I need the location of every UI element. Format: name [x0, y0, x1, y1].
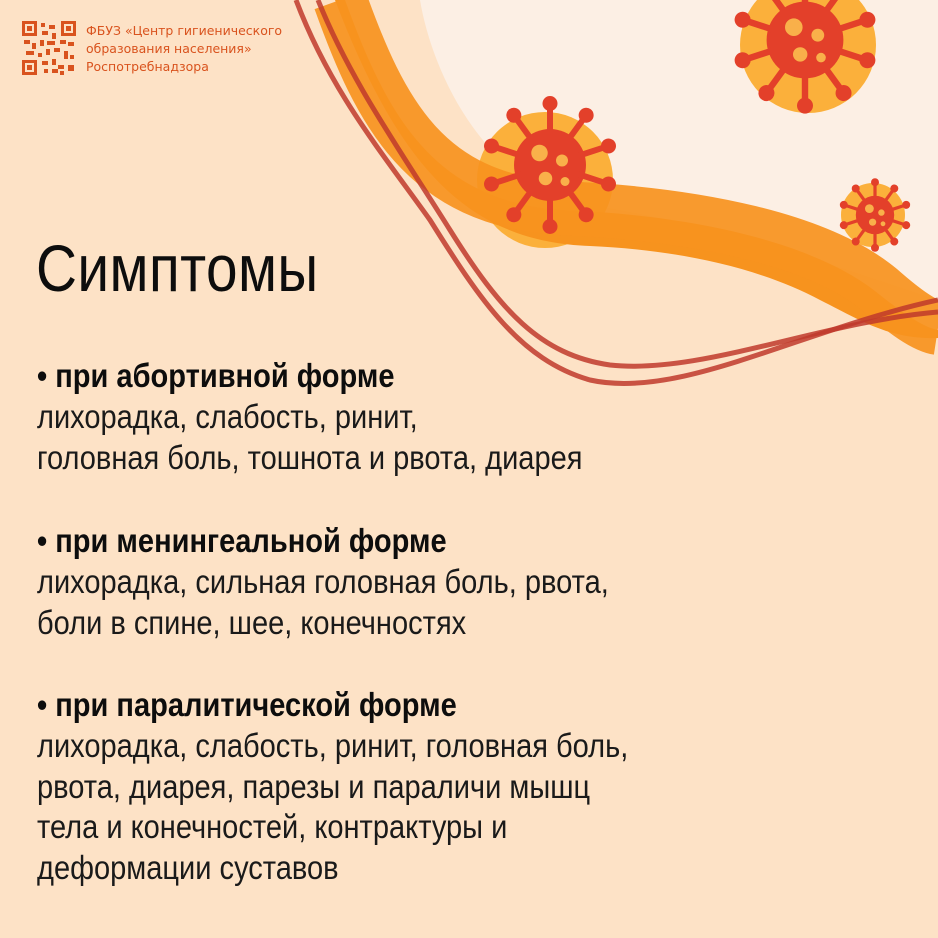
text-line: тела и конечностей, контрактуры и [37, 808, 508, 845]
section-text [37, 562, 794, 643]
text-line: деформации суставов [37, 848, 339, 886]
organization-line: ФБУЗ «Центр гигиенического [86, 23, 283, 38]
organization-line: образования населения» [86, 41, 252, 56]
symptom-section-abortive [37, 355, 897, 478]
text-line: рвота, диарея, парезы и параличи мышц [37, 767, 591, 805]
text-line: боли в спине, шее, конечностях [37, 603, 467, 641]
organization-name [86, 22, 326, 76]
text-line: лихорадка, слабость, ринит, [37, 398, 418, 435]
text-line: головная боль, тошнота и рвота, диарея [37, 438, 583, 476]
section-text [37, 726, 794, 888]
section-heading: • при паралитической форме [37, 686, 457, 723]
section-heading: • при менингеальной форме [37, 522, 447, 559]
symptom-section-paralytic [37, 684, 897, 888]
symptom-section-meningeal [37, 520, 897, 643]
qr-code-icon [22, 21, 76, 75]
page-title: Симптомы [36, 231, 319, 305]
organization-line: Роспотребнадзора [86, 59, 209, 74]
text-line: лихорадка, слабость, ринит, головная боль, [37, 727, 629, 764]
section-heading: • при абортивной форме [37, 357, 395, 394]
text-line: лихорадка, сильная головная боль, рвота, [37, 563, 609, 600]
section-text [37, 397, 794, 478]
